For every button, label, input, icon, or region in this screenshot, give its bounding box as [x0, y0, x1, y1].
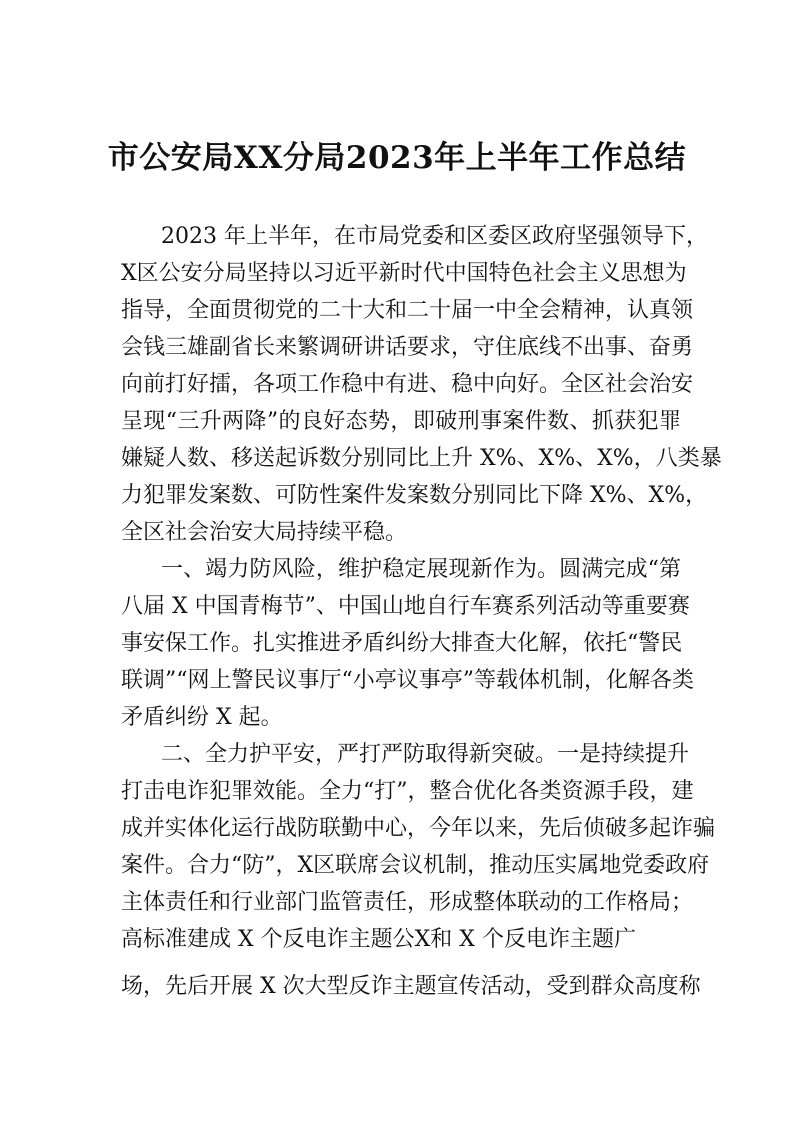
document-body	[121, 218, 722, 1005]
body-line: 事安保工作。扎实推进矛盾纠纷大排查大化解，依托“警民	[121, 631, 683, 656]
body-line: 二、全力护平安，严打严防取得新突破。一是持续提升	[161, 742, 690, 767]
body-line: 呈现“三升两降”的良好态势，即破刑事案件数、抓获犯罪	[121, 409, 681, 434]
body-line: 成并实体化运行战防联勤中心，今年以来，先后侦破多起诈骗	[121, 816, 716, 841]
document-title: 市公安局XX分局2023年上半年工作总结	[107, 140, 687, 176]
body-line: 八届 X 中国青梅节”、中国山地自行车赛系列活动等重要赛	[121, 594, 690, 619]
body-line: 联调”“网上警民议事厅“小亭议事亭”等载体机制，化解各类	[121, 668, 694, 693]
body-line: 2023 年上半年，在市局党委和区委区政府坚强领导下，	[161, 224, 708, 249]
body-line: 向前打好擂，各项工作稳中有进、稳中向好。全区社会治安	[121, 372, 694, 397]
body-line: 高标准建成 X 个反电诈主题公X和 X 个反电诈主题广	[121, 927, 636, 952]
body-line: 矛盾纠纷 X 起。	[121, 705, 283, 730]
body-line: 场，先后开展 X 次大型反诈主题宣传活动，受到群众高度称	[121, 974, 701, 999]
body-line: 全区社会治安大局持续平稳。	[121, 520, 408, 545]
body-line: 会钱三雄副省长来繁调研讲话要求，守住底线不出事、奋勇	[121, 335, 694, 360]
body-line: 嫌疑人数、移送起诉数分别同比上升 X%、X%、X%，八类暴	[121, 446, 722, 471]
body-line: 案件。合力“防”，X区联席会议机制，推动压实属地党委政府	[121, 853, 710, 878]
body-line: X区公安分局坚持以习近平新时代中国特色社会主义思想为	[121, 261, 687, 286]
body-line: 指导，全面贯彻党的二十大和二十届一中全会精神，认真领	[121, 298, 694, 323]
body-line: 力犯罪发案数、可防性案件发案数分别同比下降 X%、X%，	[121, 483, 708, 508]
body-line: 一、竭力防风险，维护稳定展现新作为。圆满完成“第	[161, 557, 681, 582]
body-line: 打击电诈犯罪效能。全力“打”，整合优化各类资源手段，建	[121, 779, 694, 804]
body-line: 主体责任和行业部门监管责任，形成整体联动的工作格局；	[121, 890, 694, 915]
